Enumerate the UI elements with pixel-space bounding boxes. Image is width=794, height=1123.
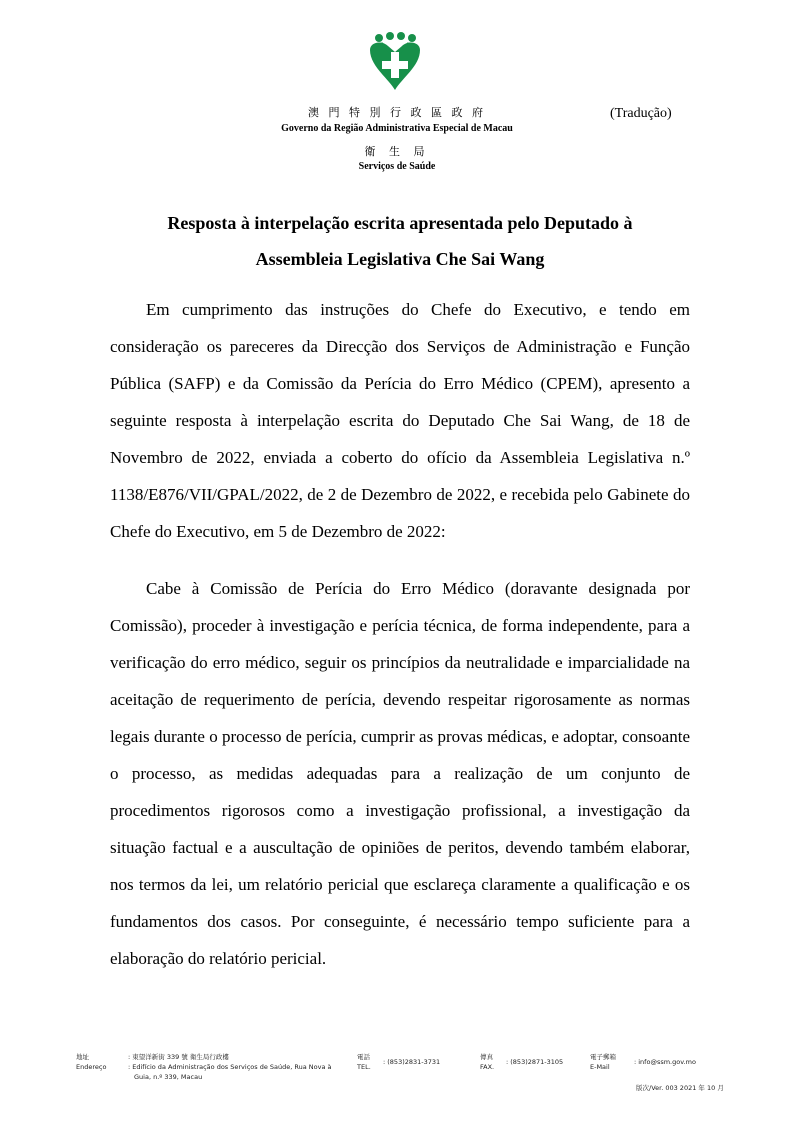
department-name-portuguese: Serviços de Saúde: [358, 161, 436, 172]
translation-note: (Tradução): [610, 106, 672, 121]
health-services-logo: [366, 32, 424, 92]
address-value: : 東望洋新街 339 號 衛生局行政樓 : Edifício da Administração dos Serviços de Saúde, Rua Nova à Guia, n.º 339, Macau: [128, 1053, 332, 1081]
tel-value: : (853)2831-3731: [383, 1058, 441, 1066]
government-name-chinese: 澳 門 特 別 行 政 區 政 府: [308, 106, 486, 119]
document-title: [110, 205, 690, 277]
email-value: : info@ssm.gov.mo: [634, 1058, 696, 1066]
version-note: 版次/Ver. 003 2021 年 10 月: [636, 1084, 724, 1092]
body-paragraph-1: Em cumprimento das instruções do Chefe do Executivo, e tendo em consideração os pareceres da Direcção dos Serviços de Administração e Função Pública (SAFP) e da Comissão da Perícia do Erro Médico (CPEM), apresento a seguinte resposta à interpelação escrita do Deputado Che Sai Wang, de 18 de Novembro de 2022, enviada a coberto do ofício da Assembleia Legislativa n.º 1138/E876/VII/GPAL/2022, de 2 de Dezembro de 2022, e recebida pelo Gabinete do Chefe do Executivo, em 5 de Dezembro de 2022:: [110, 300, 690, 541]
tel-label: 電話 TEL.: [357, 1053, 371, 1071]
fax-value: : (853)2871-3105: [506, 1058, 564, 1066]
email-label: 電子郵箱 E-Mail: [590, 1053, 616, 1071]
department-name-chinese: 衛 生 局: [364, 145, 430, 158]
title-line-2: Assembleia Legislativa Che Sai Wang: [255, 249, 545, 269]
fax-label: 傳真 FAX.: [480, 1053, 495, 1071]
body-paragraph-2: Cabe à Comissão de Perícia do Erro Médico (doravante designada por Comissão), proceder à investigação e perícia técnica, de forma independente, para a verificação do erro médico, seguir os princípios da neutralidade e imparcialidade na aceitação de requerimento de perícia, devendo respeitar rigorosamente as normas legais durante o processo de perícia, cumprir as provas médicas, e adoptar, consoante o processo, as medidas adequadas para a realização de um conjunto de procedimentos rigorosos como a investigação profissional, a investigação da situação factual e a auscultação de opiniões de peritos, devendo também elaborar, nos termos da lei, um relatório pericial que esclareça claramente a qualificação e os fundamentos dos casos. Por conseguinte, é necessário tempo suficiente para a elaboração do relatório pericial.: [110, 579, 690, 968]
title-line-1: Resposta à interpelação escrita apresentada pelo Deputado à: [167, 213, 633, 233]
government-name-portuguese: Governo da Região Administrativa Especial de Macau: [281, 123, 513, 134]
address-label: 地址 Endereço: [76, 1053, 107, 1071]
